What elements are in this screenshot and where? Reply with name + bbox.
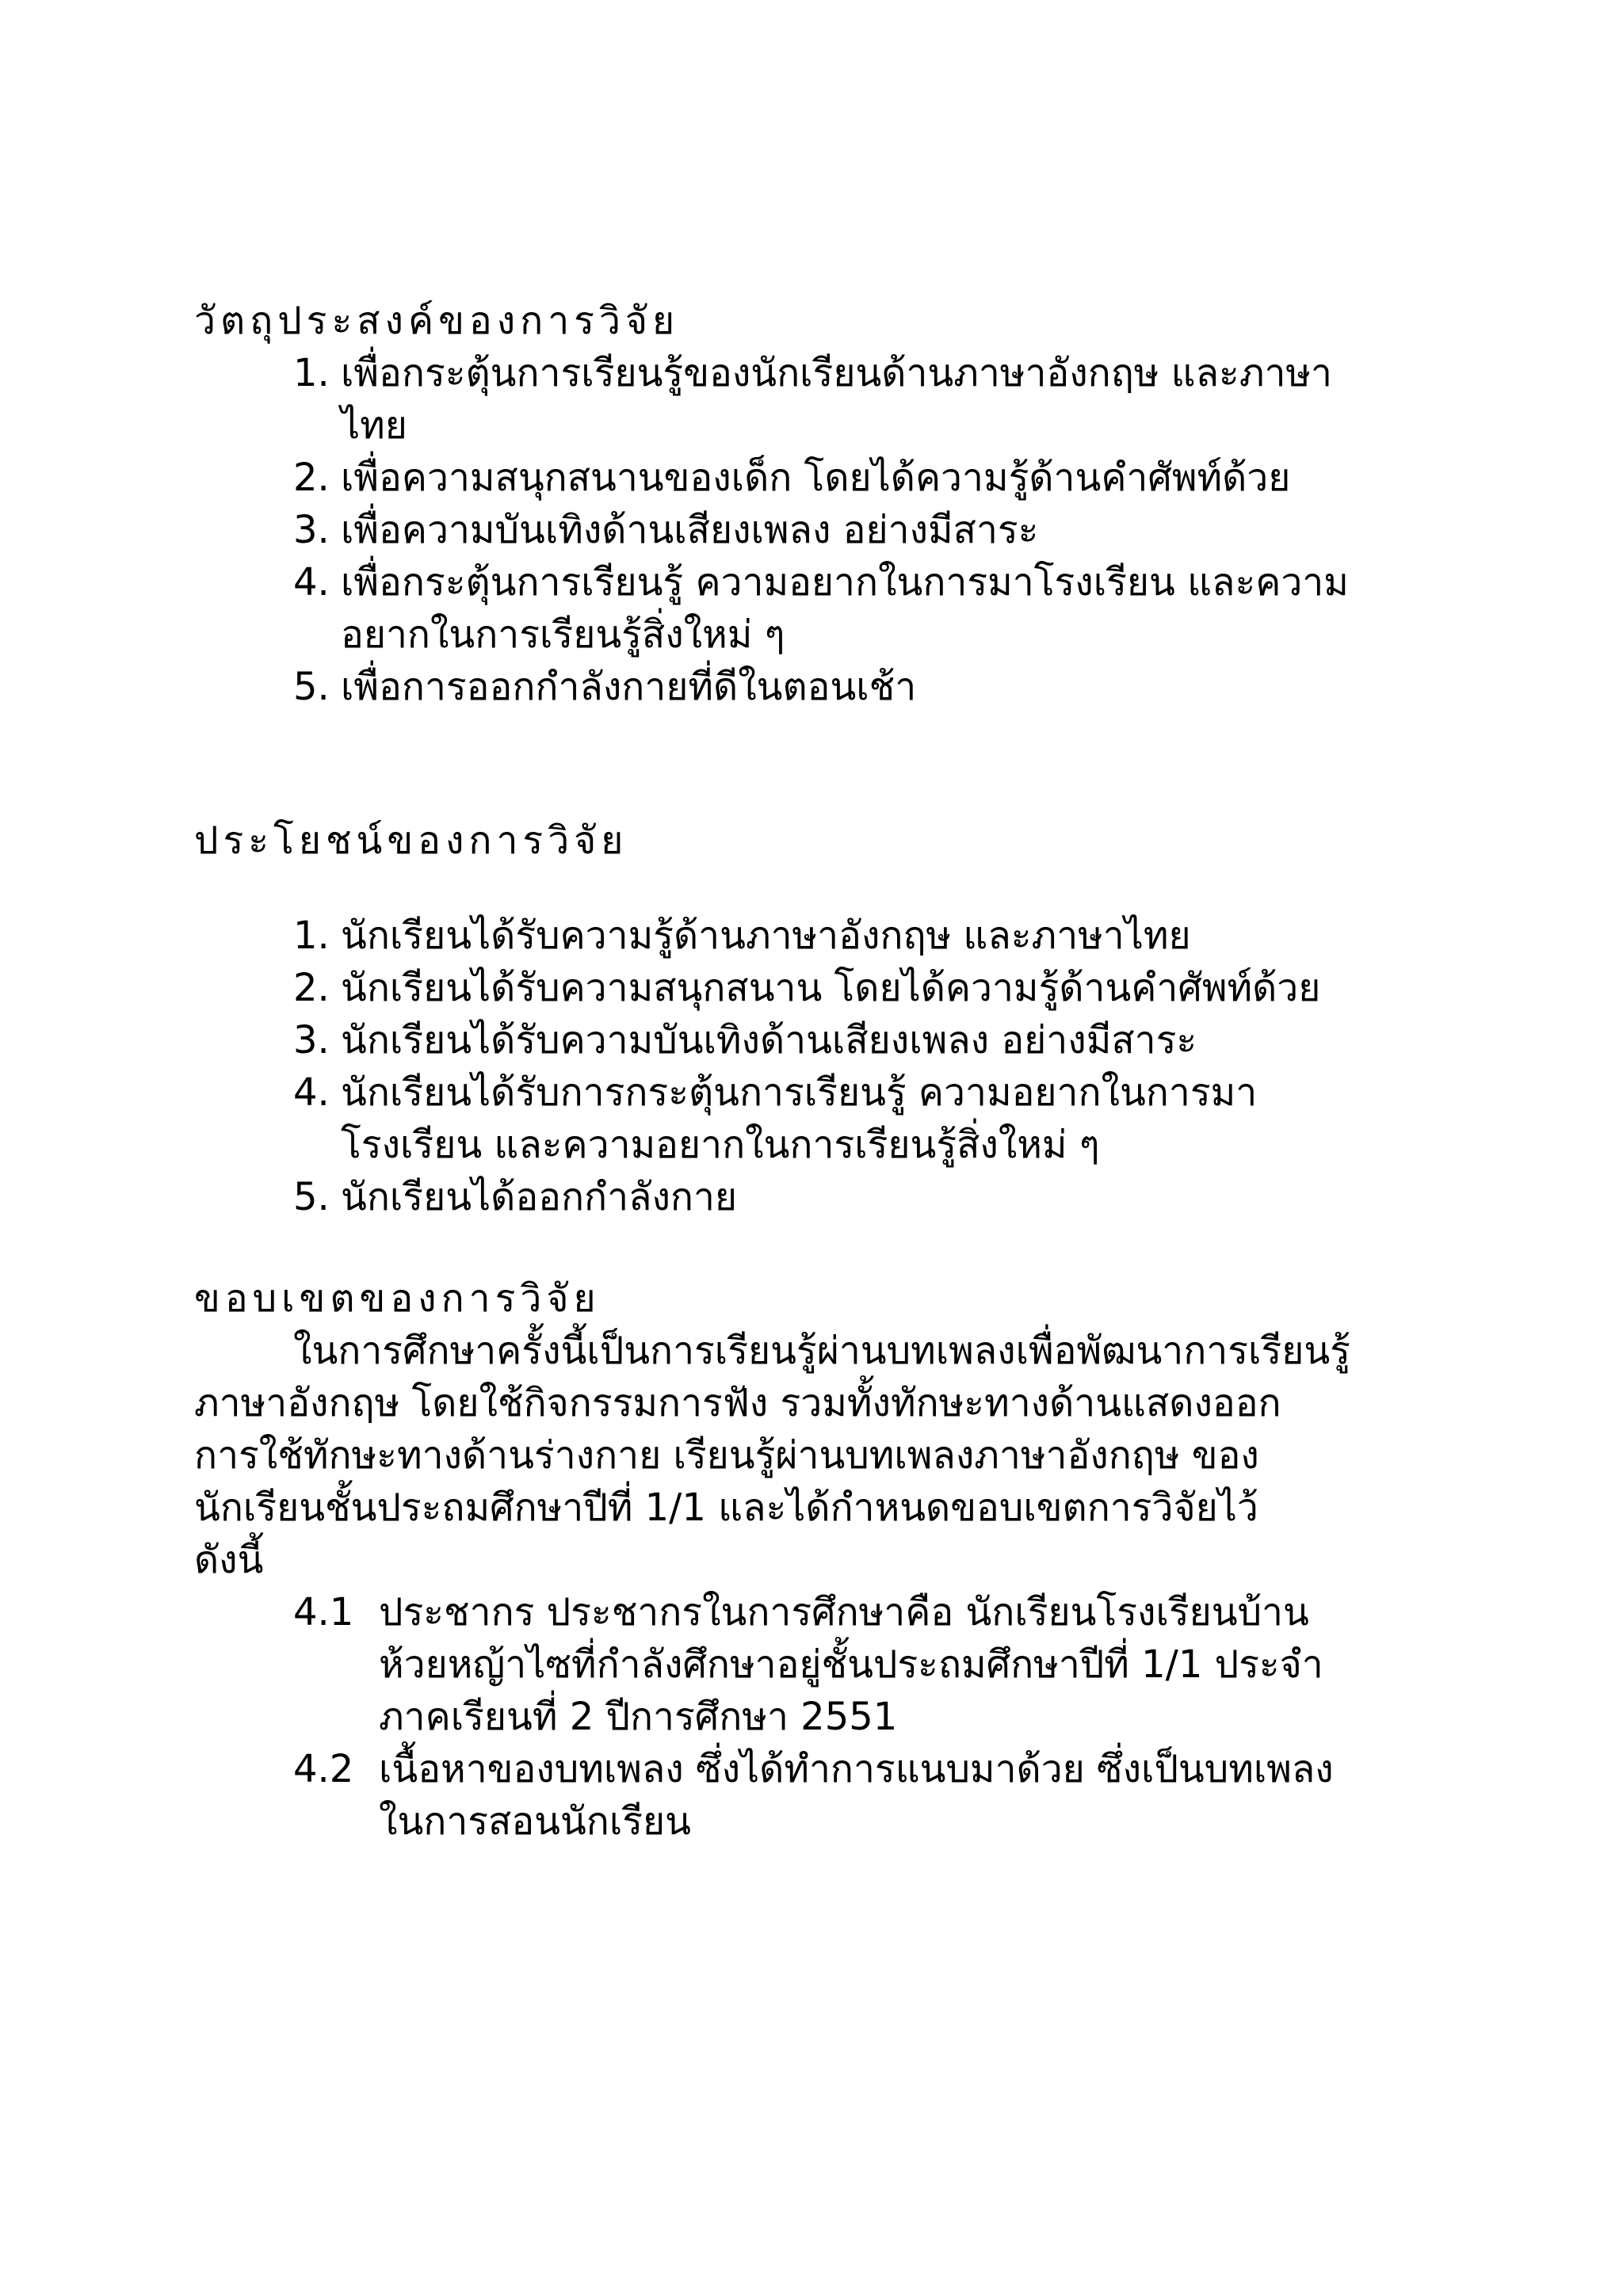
item-text: ห้วยหญ้าไซที่กำลังศึกษาอยู่ชั้นประถมศึกษาปีที่ 1/1 ประจำ [379,1642,1323,1687]
item-text: เนื้อหาของบทเพลง ซึ่งได้ทำการแนบมาด้วย ซึ่งเป็นบทเพลง [379,1747,1334,1791]
benefits-heading: ประโยชน์ของการวิจัย [194,818,628,863]
list-item [0,661,1349,713]
item-text: โรงเรียน และความอยากในการเรียนรู้สิ่งใหม่ ๆ [341,1123,1100,1167]
item-number: 4. [293,560,330,605]
item-text: เพื่อกระตุ้นการเรียนรู้ ความอยากในการมาโรงเรียน และความ [341,560,1349,605]
objectives-list [0,347,1349,713]
item-text: ประชากร ประชากรในการศึกษาคือ นักเรียนโรงเรียนบ้าน [379,1590,1309,1634]
item-text: เพื่อความบันเทิงด้านเสียงเพลง อย่างมีสาระ [341,508,1039,552]
list-item [0,1014,1320,1066]
list-item [0,962,1320,1014]
item-text: ภาคเรียนที่ 2 ปีการศึกษา 2551 [379,1695,898,1739]
item-number: 4. [293,1070,330,1115]
list-item [0,452,1349,504]
item-number: 4.2 [293,1747,354,1791]
item-text: นักเรียนได้รับความบันเทิงด้านเสียงเพลง อย่างมีสาระ [341,1018,1197,1062]
list-item [0,1586,1334,1743]
item-number: 3. [293,1018,330,1062]
paragraph-line: ดังนี้ [194,1538,264,1582]
scope-list [0,1586,1334,1848]
item-number: 1. [293,913,330,958]
item-text: นักเรียนได้รับความสนุกสนาน โดยได้ความรู้ด้านคำศัพท์ด้วย [341,966,1321,1010]
scope-paragraph [194,1325,1350,1586]
paragraph-line: ภาษาอังกฤษ โดยใช้กิจกรรมการฟัง รวมทั้งทักษะทางด้านแสดงออก [194,1381,1281,1425]
item-text: นักเรียนได้รับการกระตุ้นการเรียนรู้ ความอยากในการมา [341,1070,1258,1115]
item-text: นักเรียนได้ออกกำลังกาย [341,1175,738,1219]
paragraph-line: การใช้ทักษะทางด้านร่างกาย เรียนรู้ผ่านบทเพลงภาษาอังกฤษ ของ [194,1433,1259,1478]
item-text: เพื่อกระตุ้นการเรียนรู้ของนักเรียนด้านภาษาอังกฤษ และภาษา [341,351,1332,395]
scope-heading: ขอบเขตของการวิจัย [194,1276,601,1321]
paragraph-line: นักเรียนชั้นประถมศึกษาปีที่ 1/1 และได้กำหนดขอบเขตการวิจัยไว้ [194,1486,1258,1530]
list-item [0,910,1320,962]
item-text: ในการสอนนักเรียน [379,1799,691,1844]
list-item [0,556,1349,661]
item-number: 4.1 [293,1590,354,1634]
item-number: 1. [293,351,330,395]
item-text: นักเรียนได้รับความรู้ด้านภาษาอังกฤษ และภาษาไทย [341,913,1191,958]
item-text: ไทย [341,403,407,448]
item-number: 2. [293,966,330,1010]
item-text: อยากในการเรียนรู้สิ่งใหม่ ๆ [341,612,785,657]
item-number: 5. [293,1175,330,1219]
list-item [0,504,1349,556]
list-item [0,1066,1320,1171]
item-number: 5. [293,665,330,709]
paragraph-line: ในการศึกษาครั้งนี้เป็นการเรียนรู้ผ่านบทเพลงเพื่อพัฒนาการเรียนรู้ [293,1329,1350,1373]
benefits-list [0,910,1320,1223]
list-item [0,1743,1334,1848]
list-item [0,347,1349,452]
list-item [0,1171,1320,1223]
item-text: เพื่อความสนุกสนานของเด็ก โดยได้ความรู้ด้านคำศัพท์ด้วย [341,456,1291,500]
item-text: เพื่อการออกกำลังกายที่ดีในตอนเช้า [341,665,917,709]
item-number: 2. [293,456,330,500]
item-number: 3. [293,508,330,552]
objectives-heading: วัตถุประสงค์ของการวิจัย [194,299,680,343]
